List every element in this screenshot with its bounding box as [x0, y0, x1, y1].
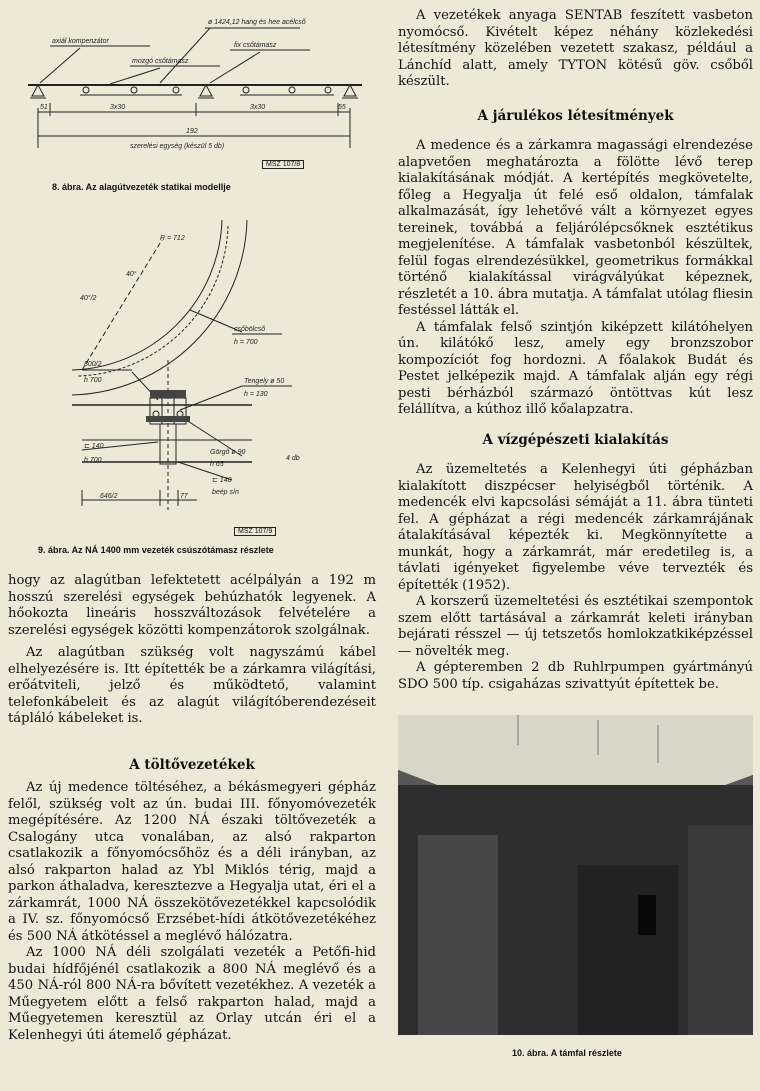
paragraph: A támfalak felső szintjón kiképzett kilátóhelyen ún. kilátókő lesz, amely egy bronzszobor kompozíciót fog hordozni. A főalakok Budát és Pestet jelképezik majd. A támfalak alján egy régi pesti bérházból származó öntöttvas kút lesz felállítva, a kúthoz illő kőalapzatra.	[398, 319, 753, 417]
fixed-support-left	[30, 85, 46, 98]
left-column-top	[8, 573, 376, 728]
heading-jarulekos: A járulékos létesítmények	[477, 108, 674, 124]
label-axial-comp: axiál kompenzátor	[52, 38, 109, 45]
label-pipe: csőbölcső	[234, 326, 266, 333]
label-channel2: ⊏ 140	[212, 477, 232, 484]
right-column-intro	[398, 8, 753, 91]
label-dim2: 77	[180, 493, 188, 500]
sliding-support-right	[240, 87, 334, 95]
label-radius: R = 712	[160, 235, 185, 242]
right-column-section1	[398, 138, 753, 419]
figure-9-caption: 9. ábra. Az NÁ 1400 mm vezeték csúszótámasz részlete	[38, 545, 274, 555]
label-beam1: 800/2	[84, 361, 102, 368]
dim-left: 51	[40, 104, 48, 111]
heading-vizgepeszeti: A vízgépészeti kialakítás	[482, 432, 669, 448]
label-roller-qty: 4 db	[286, 455, 300, 462]
heading-toltovezetekek: A töltővezetékek	[129, 757, 255, 773]
left-column-bottom	[8, 780, 376, 1044]
paragraph: A korszerű üzemeltetési és esztétikai szempontok szem előtt tartásával a zárkamrát keleti irányban bejárati résszel — új tetszetős homlokzatkiképzéssel — növelték meg.	[398, 594, 753, 659]
figure-8-diagram	[10, 8, 370, 163]
paragraph: hogy az alagútban lefektetett acélpályán a 192 m hosszú szerelési egységek behúzhatók legyenek. A hőokozta lineáris hosszváltozások felvételére a szerelési egységek közötti kompenzátorok szolgálnak.	[8, 573, 376, 638]
label-pipe-h: h = 700	[234, 339, 258, 346]
paragraph: A gépteremben 2 db Ruhlrpumpen gyártmányú SDO 500 típ. csigaházas szivattyút építettek be.	[398, 660, 753, 692]
paragraph: Az 1000 NÁ déli szolgálati vezeték a Petőfi-hid budai hídfőjénél csatlakozik a 800 NÁ meglévő és a 450 NÁ-ról 800 NÁ-ra bővített vezetékhez. A vezeték a Műegyetem előtt a felső rakparton halad, majd a Műegyetemen keresztül az Orlay utcán éri el a Kelenhegyi úti átemelő gépházat.	[8, 945, 376, 1043]
label-rail: beép sín	[212, 489, 239, 496]
label-channel1-h: h 700	[84, 457, 102, 464]
figure-8-caption: 8. ábra. Az alagútvezeték statikai modellje	[52, 182, 231, 192]
unit-note: szerelési egység (készül 5 db)	[130, 143, 225, 150]
label-channel1: ⊏ 140	[84, 443, 104, 450]
sliding-support	[80, 87, 182, 95]
right-column-section2	[398, 462, 753, 693]
label-pipe: ø 1424,12 hang és hee acélcső	[208, 19, 306, 26]
paragraph: A medence és a zárkamra magassági elrendezése alapvetően meghatározta a fölötte lévő terep kialakításának módját. A kertépítés megkövetelte, főleg a Hegyalja út felé eső oldalon, támfalak alkalmazását, így lehetővé vált a környezet egyes tereinek, továbbá a feljárólépcsőknek esztétikus megjelenítése. A támfalak vasbetonból készültek, felül fogas elrendezésükkel, geometrikus formákkal történő kialakítással virágvályúkat képeznek, részletét a 10. ábra mutatja. A támfalat utólag fliesin festéssel látták el.	[398, 138, 753, 318]
label-fixed: fix csőtámasz	[234, 42, 277, 49]
label-sliding: mozgó csőtámasz	[132, 58, 189, 65]
dim-a: 3x30	[110, 104, 126, 111]
label-roller-h: h 65	[210, 461, 224, 468]
dim-b: 3x30	[250, 104, 266, 111]
figure-10-photo	[398, 715, 753, 1035]
paragraph: Az új medence töltéséhez, a békásmegyeri gépház felől, szükség volt az ún. budai III. főnyomóvezeték megépítésére. Az 1200 NÁ északi töltővezeték a Csalogány utca vonalában, az alsó rakparton csatlakozik a főnyomócsőhöz és a déli irányban, az alsó rakparton halad az Ybl Miklós térig, majd a parkon áthaladva, keresztezve a Hegyalja utat, éri el a zárkamrát, 1000 NÁ összekötővezetékkel kapcsolódik a IV. sz. főnyomócső Erzsébet-hídi átkötővezetékéhez és 500 NÁ átkötéssel a meglévő hálózatra.	[8, 780, 376, 944]
label-axle: Tengely ø 50	[244, 378, 285, 385]
figure-9-ref: MSZ 107/9	[234, 527, 276, 536]
paragraph: Az üzemeltetés a Kelenhegyi úti gépházban kialakított diszpécser helyiségből történik. A medencék elvi kapcsolási sémáját a 11. ábra tünteti fel. A gépházat a régi medencék zárkamrájának átalakításával képezték ki. Megkönnyítette a munkát, hogy a zárkamrát, már eredetileg is, a távlati igényeket figyelembe véve tervezték és építették (1952).	[398, 462, 753, 593]
fixed-support-mid	[198, 85, 214, 98]
figure-8-ref: MSZ 107/8	[262, 160, 304, 169]
label-half-angle: 40°/2	[80, 295, 97, 302]
figure-10-caption: 10. ábra. A támfal részlete	[512, 1048, 622, 1058]
label-beam1-h: h 700	[84, 377, 102, 384]
label-axle-h: h = 130	[244, 391, 268, 398]
dim-right: 55	[338, 104, 346, 111]
label-angle: 40°	[126, 271, 137, 278]
paragraph: A vezetékek anyaga SENTAB feszített vasbeton nyomócső. Kivételt képez néhány közlekedési létesítmény közelében vezetett szakasz, például a Lánchíd alatt, amely TYTON kötésű göv. csőből készült.	[398, 8, 753, 89]
paragraph: Az alagútban szükség volt nagyszámú kábel elhelyezésére is. Itt építették be a zárkamra világítási, erőátviteli, jelző és működtető, valamint telefonkábeleit és az alagút világítóberendezéseit tápláló kábeleket is.	[8, 645, 376, 726]
figure-9-diagram	[62, 210, 362, 520]
dim-total: 192	[186, 128, 198, 135]
label-dim1: 646/2	[100, 493, 118, 500]
label-roller: Görgő ø 90	[210, 449, 246, 456]
